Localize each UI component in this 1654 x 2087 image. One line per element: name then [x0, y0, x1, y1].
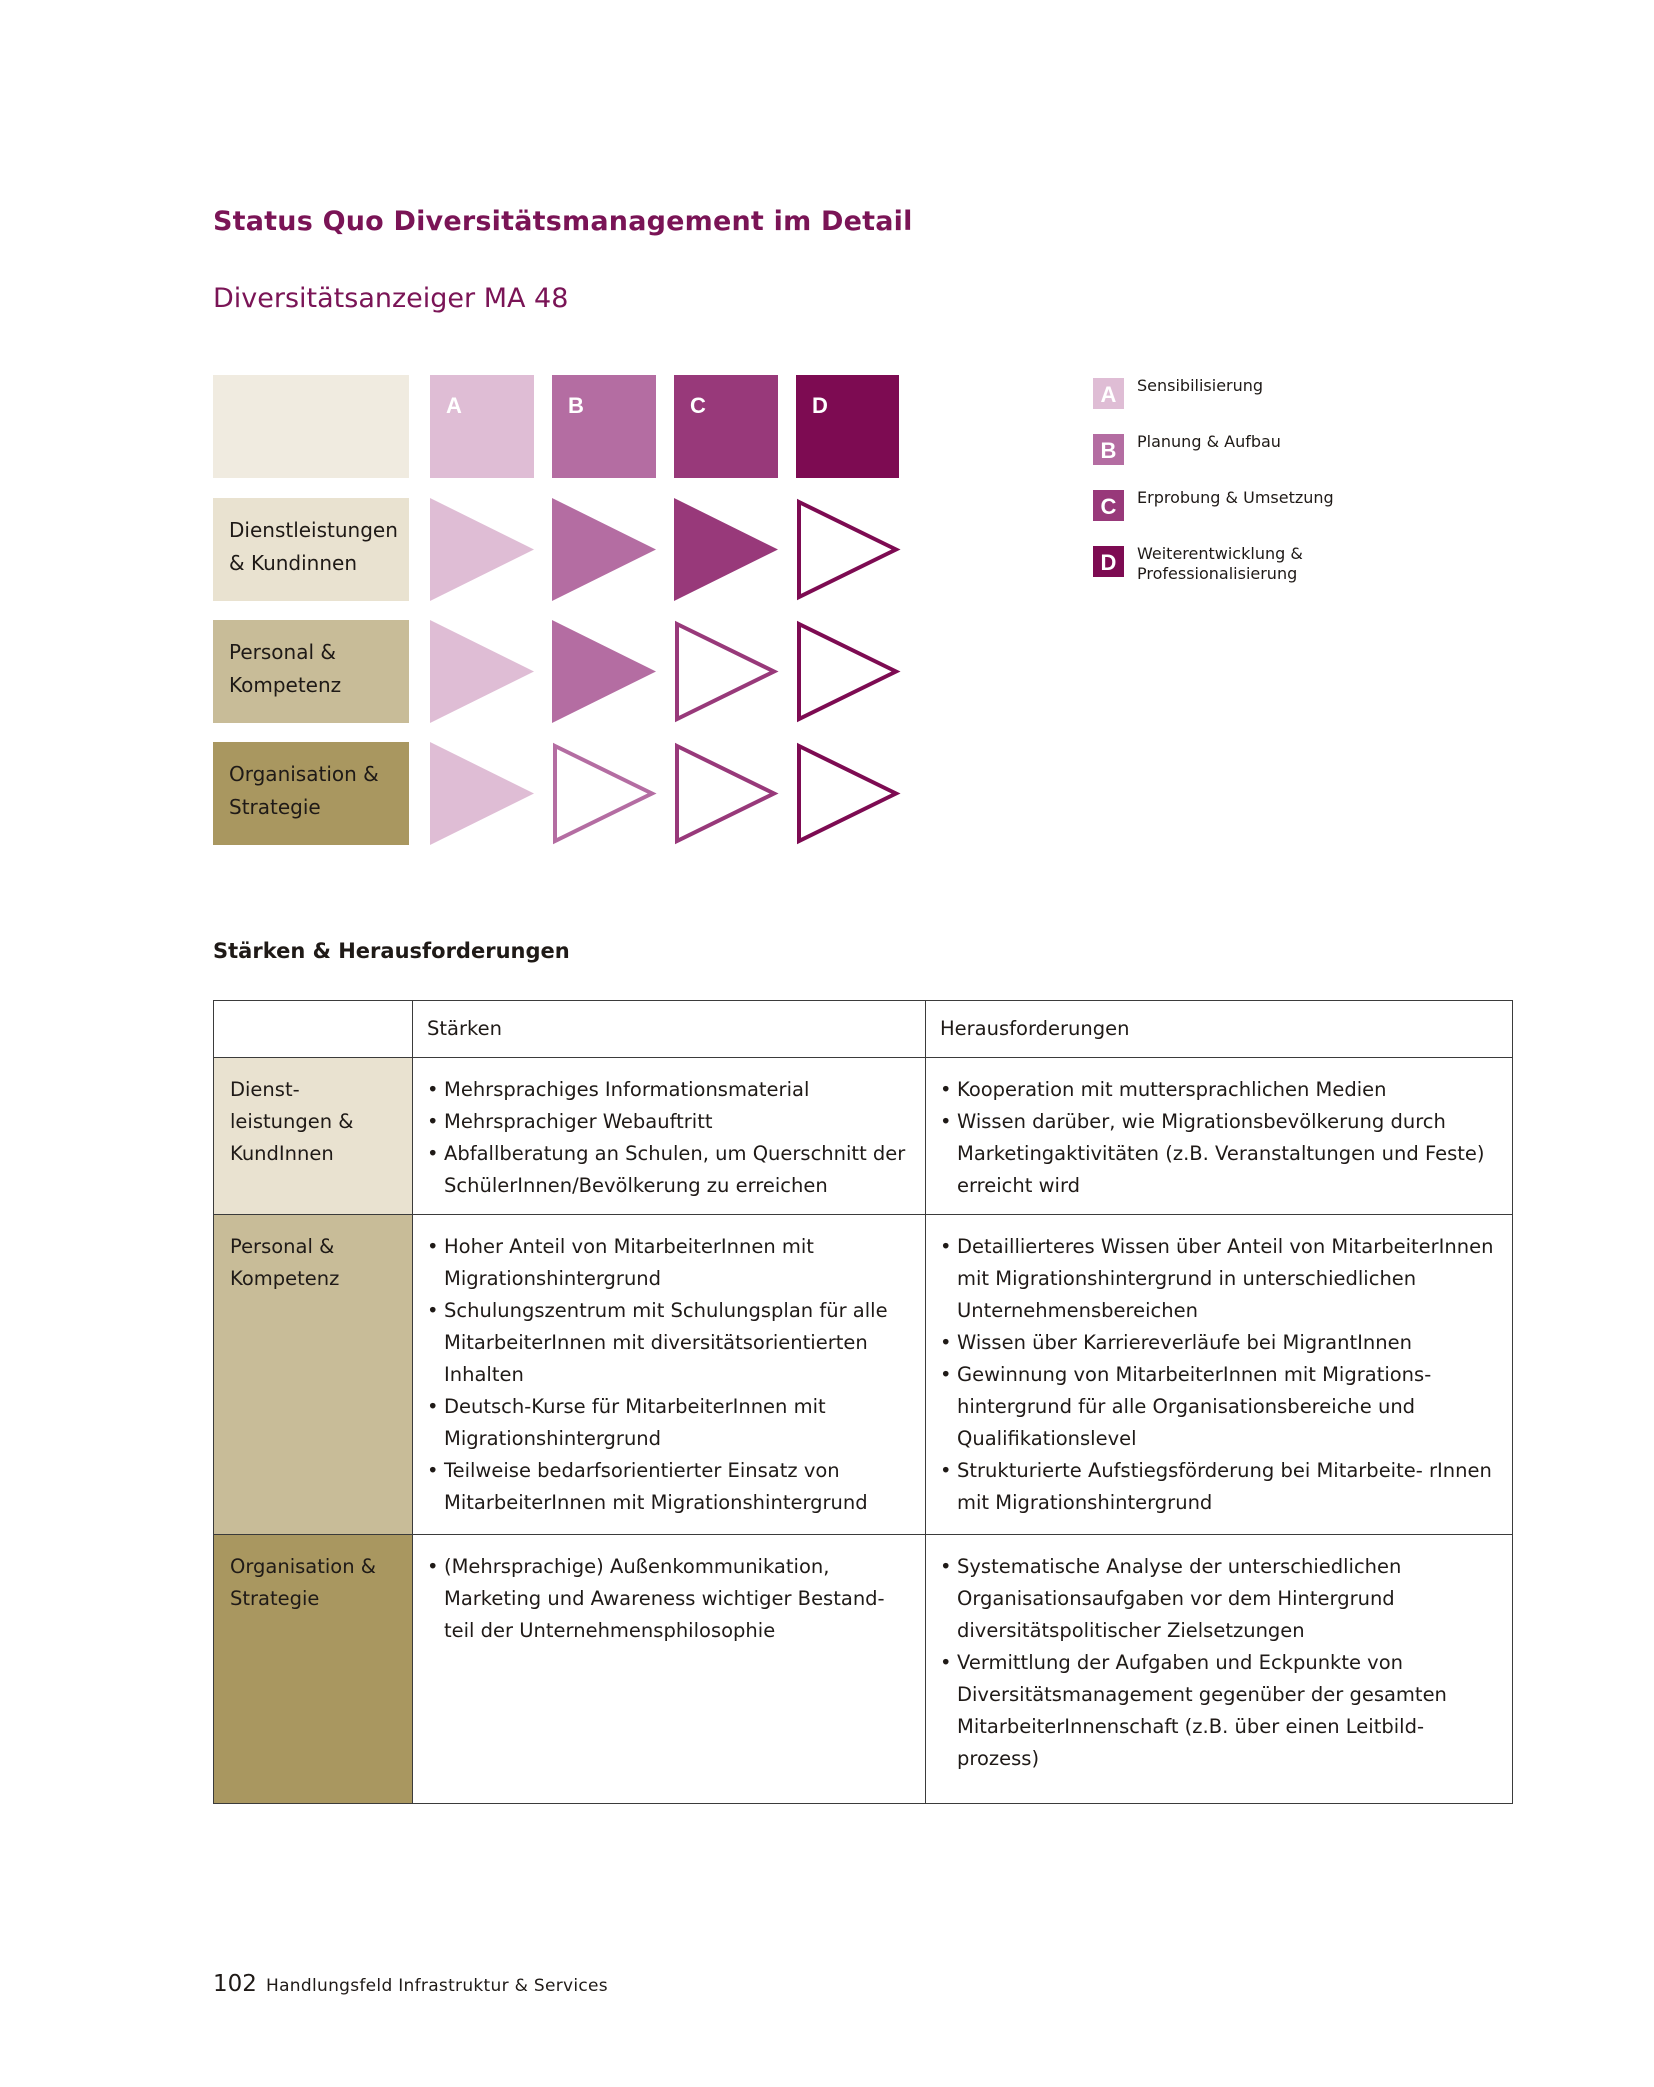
- list-item: • Systematische Analyse der unterschiedlichen Organisationsaufgaben vor dem Hintergrund diversitätspolitischer Zielsetzungen: [940, 1551, 1498, 1647]
- indicator-row-label: Dienstleistungen & Kundinnen: [213, 498, 409, 601]
- page-number: 102: [213, 1971, 257, 1997]
- indicator-row-label: Organisation & Strategie: [213, 742, 409, 845]
- list-item: • Strukturierte Aufstiegsförderung bei Mitarbeite- rInnen mit Migrationshintergrund: [940, 1455, 1498, 1519]
- list-item: • Wissen darüber, wie Migrationsbevölkerung durch Marketingaktivitäten (z.B. Veranstaltungen und Feste) erreicht wird: [940, 1106, 1498, 1202]
- triangle-shape: [552, 620, 656, 723]
- list-item: • Detaillierteres Wissen über Anteil von MitarbeiterInnen mit Migrationshintergrund in unterschiedlichen Unternehmensbereichen: [940, 1231, 1498, 1327]
- triangle-shape: [677, 746, 774, 841]
- bullet-list: [427, 1074, 911, 1202]
- stage-triangle-d-outline: [796, 620, 902, 723]
- stage-header-b: [552, 375, 656, 478]
- stage-header-letter: D: [812, 393, 828, 418]
- indicator-row-label: Personal & Kompetenz: [213, 620, 409, 723]
- legend-swatch-a: A: [1093, 378, 1124, 409]
- row-category-label: Dienst- leistungen & KundInnen: [214, 1058, 413, 1215]
- list-item: • Deutsch-Kurse für MitarbeiterInnen mit Migrationshintergrund: [427, 1391, 911, 1455]
- legend-swatch-b: B: [1093, 434, 1124, 465]
- stage-header-a: [430, 375, 534, 478]
- table-header-row: [214, 1001, 1513, 1058]
- stage-triangle-b-filled: [552, 620, 658, 723]
- challenges-cell: [926, 1215, 1513, 1535]
- bullet-list: [940, 1551, 1498, 1775]
- challenges-cell: [926, 1058, 1513, 1215]
- stage-triangle-a-filled: [430, 498, 536, 601]
- section-title: Stärken & Herausforderungen: [213, 939, 570, 963]
- strengths-cell: [413, 1535, 926, 1804]
- triangle-shape: [677, 624, 774, 719]
- list-item: • Vermittlung der Aufgaben und Eckpunkte von Diversitätsmanagement gegenüber der gesamten MitarbeiterInnenschaft (z.B. über einen Leitbild- prozess): [940, 1647, 1498, 1775]
- table-row: [214, 1058, 1513, 1215]
- triangle-shape: [555, 746, 652, 841]
- bullet-list: [427, 1551, 911, 1647]
- page-title: Status Quo Diversitätsmanagement im Detail: [213, 206, 913, 237]
- list-item: • Mehrsprachiges Informationsmaterial: [427, 1074, 911, 1106]
- triangle-shape: [799, 746, 896, 841]
- legend-label: Erprobung & Umsetzung: [1137, 488, 1334, 507]
- stage-header-d: [796, 375, 899, 478]
- triangle-shape: [430, 498, 534, 601]
- stage-triangle-c-outline: [674, 620, 780, 723]
- bullet-list: [427, 1231, 911, 1519]
- list-item: • (Mehrsprachige) Außenkommunikation, Marketing und Awareness wichtiger Bestand- teil der Unternehmensphilosophie: [427, 1551, 911, 1647]
- challenges-cell: [926, 1535, 1513, 1804]
- table-row: [214, 1535, 1513, 1804]
- legend-label: Planung & Aufbau: [1137, 432, 1281, 451]
- stage-triangle-d-outline: [796, 498, 902, 601]
- bullet-list: [940, 1231, 1498, 1519]
- stage-triangle-a-filled: [430, 620, 536, 723]
- list-item: • Kooperation mit muttersprachlichen Medien: [940, 1074, 1498, 1106]
- list-item: • Gewinnung von MitarbeiterInnen mit Migrations- hintergrund für alle Organisationsbereiche und Qualifikationslevel: [940, 1359, 1498, 1455]
- row-category-label: Organisation & Strategie: [214, 1535, 413, 1804]
- triangle-shape: [799, 502, 896, 597]
- triangle-shape: [799, 624, 896, 719]
- strengths-cell: [413, 1058, 926, 1215]
- list-item: • Mehrsprachiger Webauftritt: [427, 1106, 911, 1138]
- list-item: • Abfallberatung an Schulen, um Querschnitt der SchülerInnen/Bevölkerung zu erreichen: [427, 1138, 911, 1202]
- stage-triangle-a-filled: [430, 742, 536, 845]
- stage-header-c: [674, 375, 778, 478]
- table-header-strengths: Stärken: [413, 1001, 926, 1058]
- triangle-shape: [552, 498, 656, 601]
- stage-triangle-c-filled: [674, 498, 780, 601]
- stage-header-letter: C: [690, 393, 706, 418]
- strengths-challenges-table: [213, 1000, 1513, 1804]
- strengths-cell: [413, 1215, 926, 1535]
- stage-triangle-b-filled: [552, 498, 658, 601]
- table-header-empty: [214, 1001, 413, 1058]
- bullet-list: [940, 1074, 1498, 1202]
- stage-triangle-d-outline: [796, 742, 902, 845]
- list-item: • Hoher Anteil von MitarbeiterInnen mit Migrationshintergrund: [427, 1231, 911, 1295]
- legend-label: Sensibilisierung: [1137, 376, 1264, 395]
- row-category-label: Personal & Kompetenz: [214, 1215, 413, 1535]
- list-item: • Teilweise bedarfsorientierter Einsatz von MitarbeiterInnen mit Migrationshintergrund: [427, 1455, 911, 1519]
- table-header-challenges: Herausforderungen: [926, 1001, 1513, 1058]
- triangle-shape: [674, 498, 778, 601]
- table-row: [214, 1215, 1513, 1535]
- list-item: • Schulungszentrum mit Schulungsplan für alle MitarbeiterInnen mit diversitätsorientierten Inhalten: [427, 1295, 911, 1391]
- triangle-shape: [430, 742, 534, 845]
- indicator-title: Diversitätsanzeiger MA 48: [213, 283, 569, 314]
- stage-header-letter: A: [446, 393, 462, 418]
- triangle-shape: [430, 620, 534, 723]
- legend-label: Weiterentwicklung & Professionalisierung: [1137, 544, 1303, 583]
- footer-text: Handlungsfeld Infrastruktur & Services: [266, 1976, 608, 1996]
- stage-header-letter: B: [568, 393, 584, 418]
- list-item: • Wissen über Karriereverläufe bei MigrantInnen: [940, 1327, 1498, 1359]
- stage-triangle-b-outline: [552, 742, 658, 845]
- legend-swatch-c: C: [1093, 490, 1124, 521]
- legend-swatch-d: D: [1093, 546, 1124, 577]
- indicator-corner: [213, 375, 409, 478]
- stage-triangle-c-outline: [674, 742, 780, 845]
